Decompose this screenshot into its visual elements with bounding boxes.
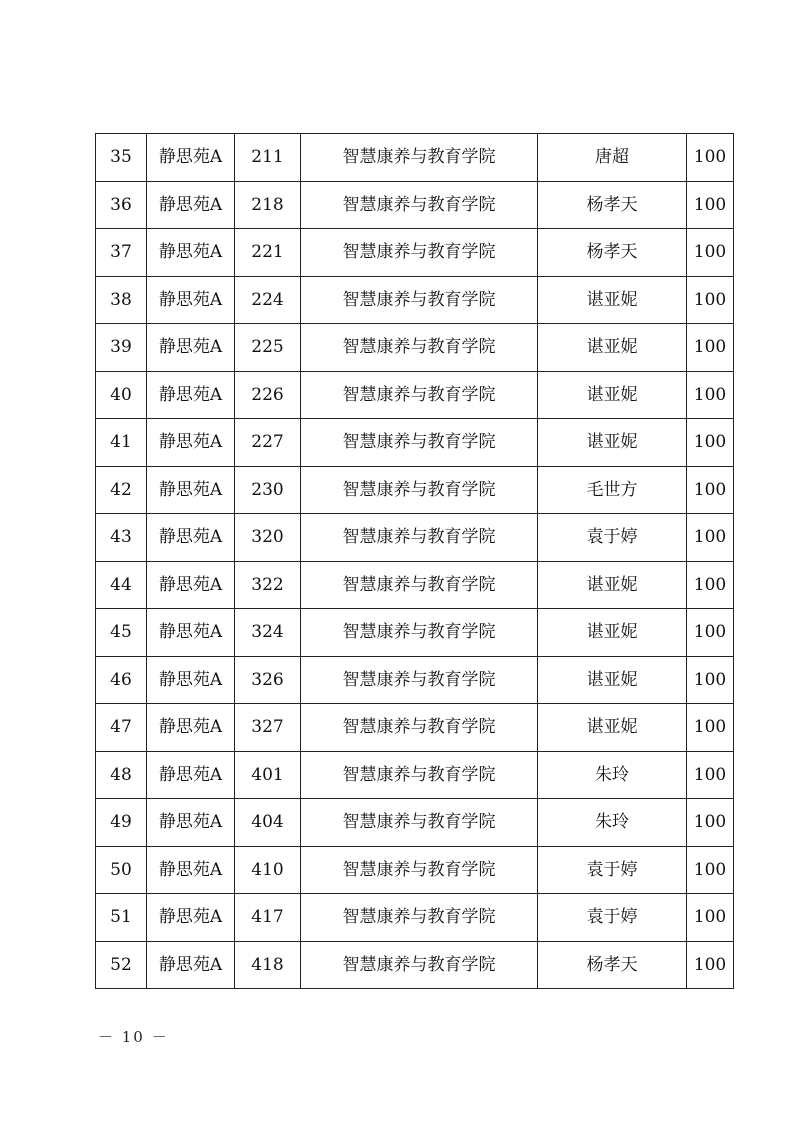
building-cell: 静思苑A [147, 134, 235, 182]
person-in-charge-cell: 谌亚妮 [538, 656, 687, 704]
row-number-cell: 37 [96, 229, 147, 277]
room-number-cell: 322 [235, 561, 301, 609]
row-number-cell: 35 [96, 134, 147, 182]
row-number-cell: 50 [96, 846, 147, 894]
table-row [96, 514, 734, 562]
row-number-cell: 41 [96, 419, 147, 467]
row-number-cell: 48 [96, 751, 147, 799]
person-in-charge-cell: 谌亚妮 [538, 276, 687, 324]
room-number-cell: 404 [235, 799, 301, 847]
building-cell: 静思苑A [147, 894, 235, 942]
college-cell: 智慧康养与教育学院 [301, 371, 538, 419]
score-cell: 100 [687, 181, 734, 229]
table-row [96, 134, 734, 182]
score-cell: 100 [687, 656, 734, 704]
row-number-cell: 49 [96, 799, 147, 847]
row-number-cell: 38 [96, 276, 147, 324]
table-row [96, 846, 734, 894]
building-cell: 静思苑A [147, 514, 235, 562]
table-row [96, 561, 734, 609]
person-in-charge-cell: 谌亚妮 [538, 609, 687, 657]
room-number-cell: 221 [235, 229, 301, 277]
score-cell: 100 [687, 419, 734, 467]
building-cell: 静思苑A [147, 324, 235, 372]
score-cell: 100 [687, 371, 734, 419]
score-cell: 100 [687, 609, 734, 657]
table-row [96, 751, 734, 799]
college-cell: 智慧康养与教育学院 [301, 419, 538, 467]
college-cell: 智慧康养与教育学院 [301, 466, 538, 514]
table-row [96, 181, 734, 229]
room-number-cell: 224 [235, 276, 301, 324]
college-cell: 智慧康养与教育学院 [301, 609, 538, 657]
table-row [96, 371, 734, 419]
table-row [96, 799, 734, 847]
person-in-charge-cell: 袁于婷 [538, 894, 687, 942]
room-number-cell: 324 [235, 609, 301, 657]
college-cell: 智慧康养与教育学院 [301, 894, 538, 942]
score-cell: 100 [687, 514, 734, 562]
table-row [96, 229, 734, 277]
person-in-charge-cell: 谌亚妮 [538, 371, 687, 419]
building-cell: 静思苑A [147, 656, 235, 704]
row-number-cell: 36 [96, 181, 147, 229]
college-cell: 智慧康养与教育学院 [301, 656, 538, 704]
table-row [96, 656, 734, 704]
building-cell: 静思苑A [147, 229, 235, 277]
building-cell: 静思苑A [147, 704, 235, 752]
row-number-cell: 46 [96, 656, 147, 704]
person-in-charge-cell: 谌亚妮 [538, 561, 687, 609]
dormitory-score-table [95, 133, 734, 989]
college-cell: 智慧康养与教育学院 [301, 324, 538, 372]
building-cell: 静思苑A [147, 941, 235, 989]
building-cell: 静思苑A [147, 371, 235, 419]
building-cell: 静思苑A [147, 276, 235, 324]
room-number-cell: 227 [235, 419, 301, 467]
room-number-cell: 218 [235, 181, 301, 229]
college-cell: 智慧康养与教育学院 [301, 751, 538, 799]
building-cell: 静思苑A [147, 846, 235, 894]
college-cell: 智慧康养与教育学院 [301, 561, 538, 609]
college-cell: 智慧康养与教育学院 [301, 134, 538, 182]
score-cell: 100 [687, 799, 734, 847]
score-cell: 100 [687, 276, 734, 324]
building-cell: 静思苑A [147, 419, 235, 467]
score-cell: 100 [687, 229, 734, 277]
room-number-cell: 401 [235, 751, 301, 799]
row-number-cell: 39 [96, 324, 147, 372]
room-number-cell: 327 [235, 704, 301, 752]
college-cell: 智慧康养与教育学院 [301, 514, 538, 562]
building-cell: 静思苑A [147, 799, 235, 847]
table-row [96, 894, 734, 942]
room-number-cell: 211 [235, 134, 301, 182]
table-row [96, 324, 734, 372]
room-number-cell: 320 [235, 514, 301, 562]
room-number-cell: 226 [235, 371, 301, 419]
person-in-charge-cell: 毛世方 [538, 466, 687, 514]
person-in-charge-cell: 杨孝天 [538, 229, 687, 277]
person-in-charge-cell: 杨孝天 [538, 941, 687, 989]
table-row [96, 276, 734, 324]
row-number-cell: 42 [96, 466, 147, 514]
room-number-cell: 417 [235, 894, 301, 942]
building-cell: 静思苑A [147, 466, 235, 514]
college-cell: 智慧康养与教育学院 [301, 229, 538, 277]
college-cell: 智慧康养与教育学院 [301, 846, 538, 894]
building-cell: 静思苑A [147, 609, 235, 657]
person-in-charge-cell: 谌亚妮 [538, 704, 687, 752]
score-cell: 100 [687, 751, 734, 799]
person-in-charge-cell: 袁于婷 [538, 514, 687, 562]
person-in-charge-cell: 谌亚妮 [538, 324, 687, 372]
room-number-cell: 326 [235, 656, 301, 704]
person-in-charge-cell: 朱玲 [538, 751, 687, 799]
table-row [96, 419, 734, 467]
row-number-cell: 45 [96, 609, 147, 657]
score-cell: 100 [687, 561, 734, 609]
score-cell: 100 [687, 894, 734, 942]
table-row [96, 466, 734, 514]
room-number-cell: 410 [235, 846, 301, 894]
score-cell: 100 [687, 324, 734, 372]
table-body [96, 134, 734, 989]
row-number-cell: 47 [96, 704, 147, 752]
building-cell: 静思苑A [147, 561, 235, 609]
college-cell: 智慧康养与教育学院 [301, 941, 538, 989]
person-in-charge-cell: 朱玲 [538, 799, 687, 847]
room-number-cell: 418 [235, 941, 301, 989]
college-cell: 智慧康养与教育学院 [301, 181, 538, 229]
building-cell: 静思苑A [147, 751, 235, 799]
score-cell: 100 [687, 466, 734, 514]
row-number-cell: 51 [96, 894, 147, 942]
row-number-cell: 43 [96, 514, 147, 562]
college-cell: 智慧康养与教育学院 [301, 704, 538, 752]
person-in-charge-cell: 杨孝天 [538, 181, 687, 229]
room-number-cell: 225 [235, 324, 301, 372]
table-row [96, 704, 734, 752]
table-row [96, 941, 734, 989]
score-cell: 100 [687, 704, 734, 752]
table-row [96, 609, 734, 657]
college-cell: 智慧康养与教育学院 [301, 276, 538, 324]
score-cell: 100 [687, 941, 734, 989]
score-cell: 100 [687, 134, 734, 182]
person-in-charge-cell: 唐超 [538, 134, 687, 182]
row-number-cell: 52 [96, 941, 147, 989]
room-number-cell: 230 [235, 466, 301, 514]
building-cell: 静思苑A [147, 181, 235, 229]
college-cell: 智慧康养与教育学院 [301, 799, 538, 847]
row-number-cell: 44 [96, 561, 147, 609]
row-number-cell: 40 [96, 371, 147, 419]
score-cell: 100 [687, 846, 734, 894]
page-number: － 10 － [98, 1028, 169, 1046]
person-in-charge-cell: 袁于婷 [538, 846, 687, 894]
person-in-charge-cell: 谌亚妮 [538, 419, 687, 467]
